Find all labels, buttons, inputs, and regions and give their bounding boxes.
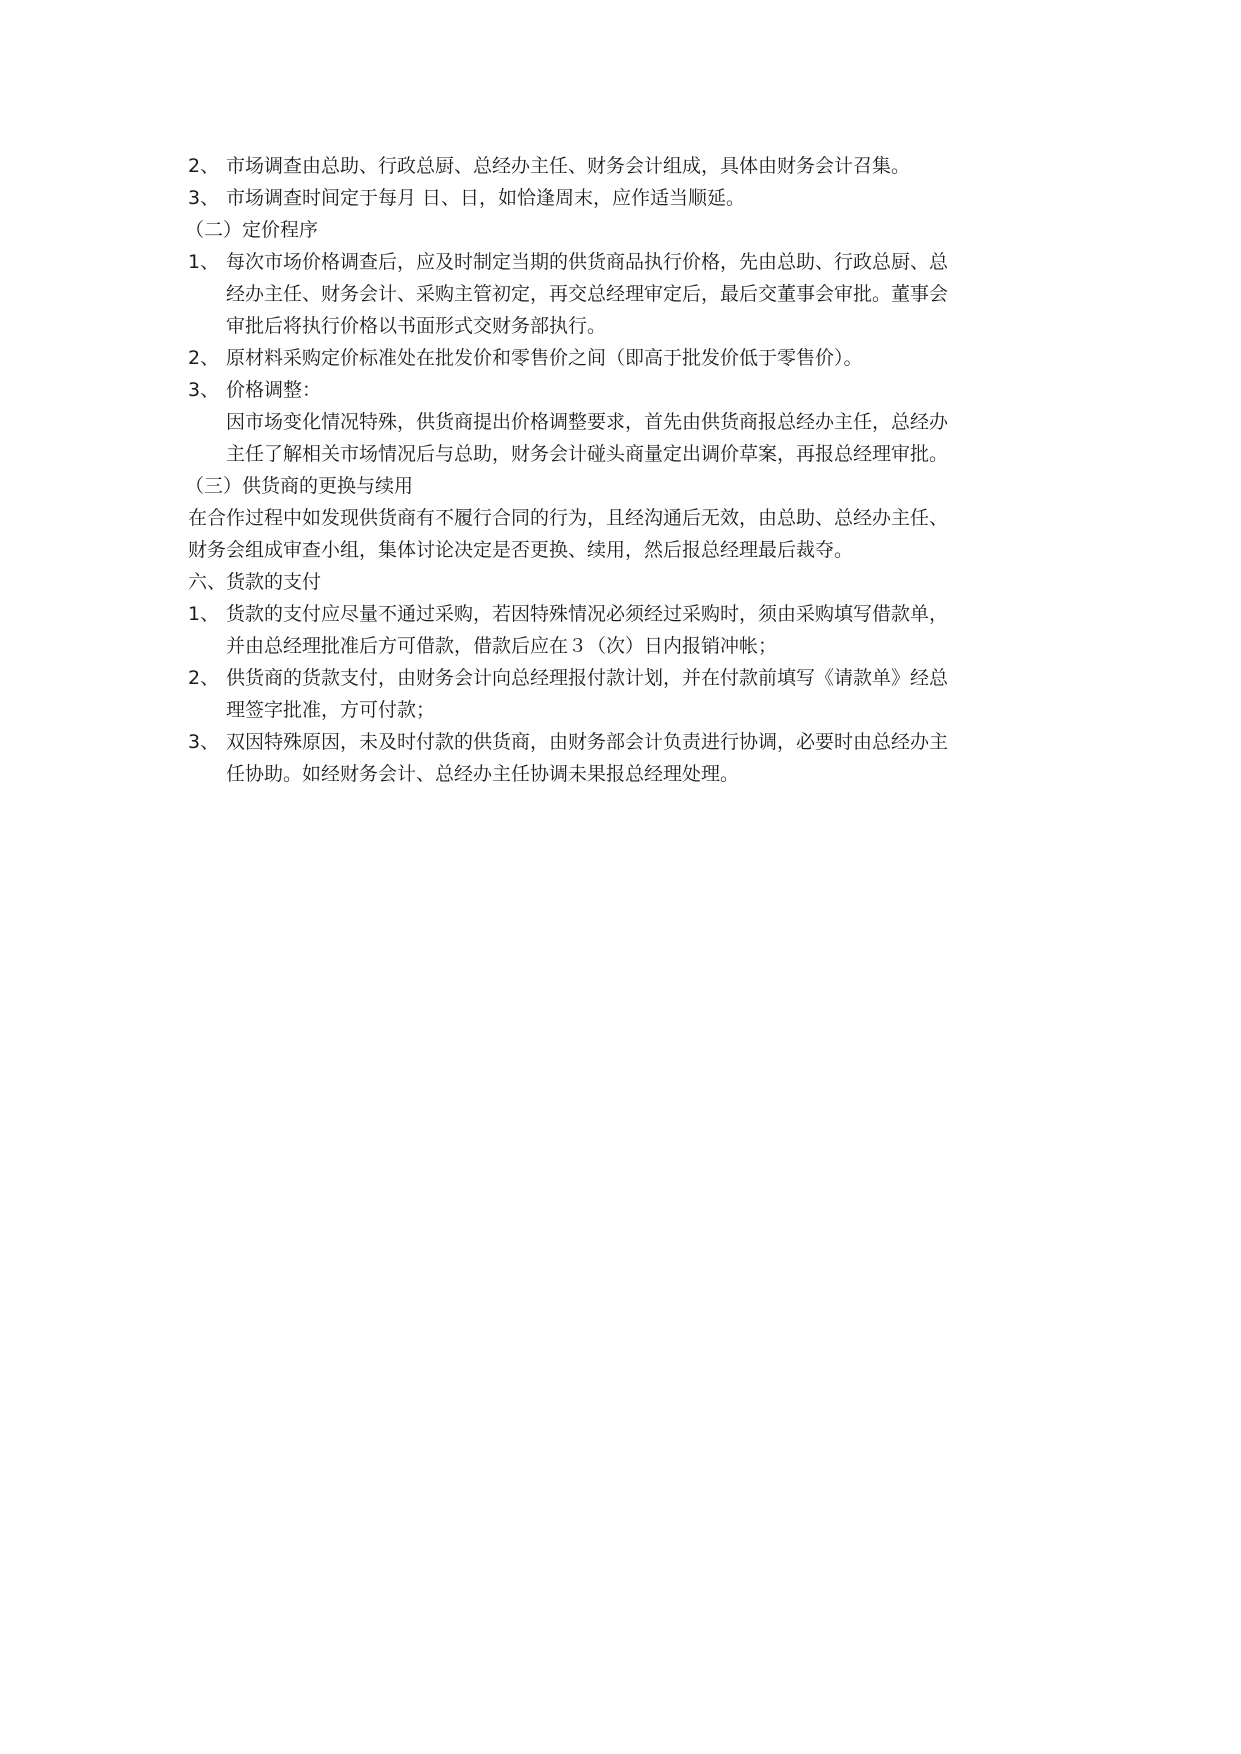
list-item-survey-time [188, 182, 1068, 214]
list-number: 1、 [188, 251, 220, 273]
list-item-payment-2 [188, 662, 1068, 726]
list-item-text: 货款的支付应尽量不通过采购，若因特殊情况必须经过采购时，须由采购填写借款单， [226, 603, 949, 625]
paragraph-line: 财务会组成审查小组，集体讨论决定是否更换、续用，然后报总经理最后裁夺。 [188, 539, 854, 561]
list-number: 1、 [188, 603, 220, 625]
list-item-pricing-2 [188, 342, 1068, 374]
section-heading-pricing: （二）定价程序 [185, 219, 319, 241]
list-item-pricing-3 [188, 374, 1068, 470]
section-heading-supplier-change: （三）供货商的更换与续用 [185, 475, 414, 497]
paragraph-line: 在合作过程中如发现供货商有不履行合同的行为，且经沟通后无效，由总助、总经办主任、 [188, 507, 949, 529]
section-heading-payment: 六、货款的支付 [188, 571, 322, 593]
document-body [185, 150, 1068, 790]
list-item-text: 因市场变化情况特殊，供货商提出价格调整要求，首先由供货商报总经办主任，总经办 [226, 411, 949, 433]
list-item-pricing-1 [188, 246, 1068, 342]
list-item-text: 价格调整： [226, 379, 322, 401]
list-item-payment-3 [188, 726, 1068, 790]
list-item-text: 经办主任、财务会计、采购主管初定，再交总经理审定后，最后交董事会审批。董事会 [226, 283, 949, 305]
list-item-text: 每次市场价格调查后，应及时制定当期的供货商品执行价格，先由总助、行政总厨、总 [226, 251, 949, 273]
list-item-text: 主任了解相关市场情况后与总助，财务会计碰头商量定出调价草案，再报总经理审批。 [226, 443, 949, 465]
list-item-text: 市场调查时间定于每月 日、日，如恰逢周末，应作适当顺延。 [226, 187, 746, 209]
list-item-text: 审批后将执行价格以书面形式交财务部执行。 [226, 315, 607, 337]
list-item-text: 任协助。如经财务会计、总经办主任协调未果报总经理处理。 [226, 763, 740, 785]
list-number: 3、 [188, 379, 220, 401]
list-item-payment-1 [188, 598, 1068, 662]
list-item-text: 供货商的货款支付，由财务会计向总经理报付款计划，并在付款前填写《请款单》经总 [226, 667, 949, 689]
list-number: 2、 [188, 155, 220, 177]
list-number: 3、 [188, 731, 220, 753]
list-number: 2、 [188, 347, 220, 369]
list-item-text: 双因特殊原因，未及时付款的供货商，由财务部会计负责进行协调，必要时由总经办主 [226, 731, 949, 753]
list-number: 3、 [188, 187, 220, 209]
list-item-text: 原材料采购定价标准处在批发价和零售价之间（即高于批发价低于零售价）。 [226, 347, 863, 369]
list-item-survey-team [188, 150, 1068, 182]
list-item-text: 并由总经理批准后方可借款，借款后应在３（次）日内报销冲帐； [226, 635, 778, 657]
list-item-text: 理签字批准，方可付款； [226, 699, 436, 721]
list-item-text: 市场调查由总助、行政总厨、总经办主任、财务会计组成，具体由财务会计召集。 [226, 155, 911, 177]
list-number: 2、 [188, 667, 220, 689]
